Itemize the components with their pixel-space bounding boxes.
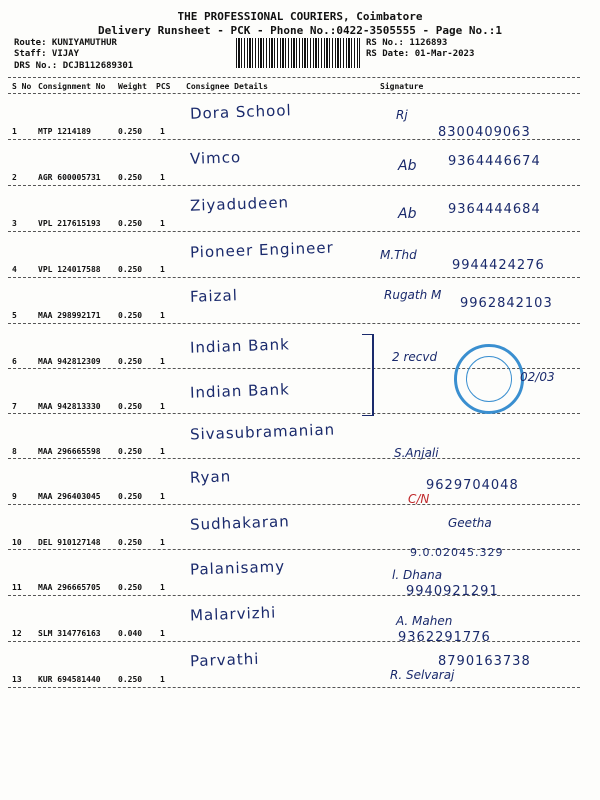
row-pcs: 1	[160, 629, 165, 638]
row-divider	[8, 323, 580, 324]
row-consignee: Malarvizhi	[189, 603, 277, 625]
row2-sign: Ab	[398, 158, 417, 174]
row-consignment-no: AGR 600005731	[38, 173, 101, 182]
row-phone: 9364446674	[448, 154, 541, 169]
rs-date-label: RS Date: 01-Mar-2023	[366, 49, 475, 59]
row-consignment-no: DEL 910127148	[38, 538, 101, 547]
row-pcs: 1	[160, 583, 165, 592]
row-phone: 9364444684	[448, 202, 541, 217]
row-weight: 0.250	[118, 402, 143, 411]
bracket-mark	[362, 334, 374, 416]
row-signature: S.Anjali	[394, 446, 439, 460]
row-consignment-no: MTP 1214189	[38, 127, 91, 136]
drs-label: DRS No.: DCJB112689301	[14, 61, 134, 71]
row-divider	[8, 277, 580, 278]
row10-phone: 9.0.02045.329	[410, 546, 504, 559]
row-consignee: Pioneer Engineer	[189, 238, 335, 262]
row-weight: 0.250	[118, 583, 143, 592]
row-weight: 0.250	[118, 173, 143, 182]
row-consignment-no: KUR 694581440	[38, 675, 101, 684]
col-weight: Weight	[118, 82, 147, 91]
row-consignment-no: SLM 314776163	[38, 629, 101, 638]
row-consignee: Indian Bank	[189, 335, 291, 357]
col-sno: S No	[12, 82, 32, 91]
row-sno: 10	[12, 538, 22, 547]
row-sno: 12	[12, 629, 22, 638]
row-signature: 2 recvd	[392, 350, 438, 364]
row-weight: 0.250	[118, 447, 143, 456]
row-sno: 5	[12, 311, 17, 320]
row-consignment-no: MAA 942812309	[38, 357, 101, 366]
row-phone: 8790163738	[438, 654, 531, 669]
row-sno: 6	[12, 357, 17, 366]
row-phone: 9362291776	[398, 630, 491, 645]
row-consignee: Ryan	[189, 467, 232, 487]
row-divider	[8, 687, 580, 688]
row-pcs: 1	[160, 173, 165, 182]
staff-label: Staff: VIJAY	[14, 49, 80, 59]
row-sno: 8	[12, 447, 17, 456]
row-consignee: Dora School	[189, 101, 292, 123]
row-consignee: Parvathi	[189, 649, 260, 671]
header-bottom-line	[8, 93, 580, 94]
col-consignment: Consignment No	[38, 82, 106, 91]
row-consignee: Ziyadudeen	[189, 193, 290, 215]
row-signature: A. Mahen	[396, 614, 453, 628]
row-signature: Rugath M	[384, 288, 442, 302]
row-sno: 7	[12, 402, 17, 411]
row-signature: l. Dhana	[392, 568, 443, 582]
row-sno: 13	[12, 675, 22, 684]
row-sno: 2	[12, 173, 17, 182]
col-consignee: Consignee Details	[186, 82, 268, 91]
route-label: Route: KUNIYAMUTHUR	[14, 38, 117, 48]
row-consignment-no: MAA 942813330	[38, 402, 101, 411]
row-divider	[8, 504, 580, 505]
row-pcs: 1	[160, 538, 165, 547]
row7-date: 02/03	[520, 370, 555, 384]
row-pcs: 1	[160, 219, 165, 228]
row-weight: 0.250	[118, 219, 143, 228]
row-divider	[8, 139, 580, 140]
row-consignment-no: MAA 296665598	[38, 447, 101, 456]
row-phone: 9629704048	[426, 478, 519, 493]
row-pcs: 1	[160, 402, 165, 411]
delivery-stamp	[454, 344, 524, 414]
row-divider	[8, 231, 580, 232]
row-weight: 0.250	[118, 311, 143, 320]
row-weight: 0.250	[118, 127, 143, 136]
row-divider	[8, 641, 580, 642]
row-weight: 0.250	[118, 357, 143, 366]
row-consignment-no: MAA 296665705	[38, 583, 101, 592]
row-sno: 3	[12, 219, 17, 228]
col-signature: Signature	[380, 82, 424, 91]
header-top-line	[8, 77, 580, 78]
row-pcs: 1	[160, 675, 165, 684]
row-pcs: 1	[160, 311, 165, 320]
row-consignee: Faizal	[189, 286, 239, 306]
row-sno: 1	[12, 127, 17, 136]
row9-note: C/N	[408, 492, 430, 506]
row-pcs: 1	[160, 357, 165, 366]
row-phone: 9944424276	[452, 258, 545, 273]
row-weight: 0.250	[118, 492, 143, 501]
row-consignment-no: MAA 298992171	[38, 311, 101, 320]
row-pcs: 1	[160, 447, 165, 456]
row-pcs: 1	[160, 127, 165, 136]
row-signature: Geetha	[448, 516, 492, 530]
rs-no-label: RS No.: 1126893	[366, 38, 448, 48]
row3-sign: Ab	[398, 206, 417, 222]
row-signature: M.Thd	[380, 248, 417, 262]
row-consignment-no: VPL 217615193	[38, 219, 101, 228]
row-consignee: Vimco	[189, 148, 242, 168]
row-sno: 9	[12, 492, 17, 501]
row-weight: 0.250	[118, 265, 143, 274]
row-consignment-no: MAA 296403045	[38, 492, 101, 501]
row-divider	[8, 595, 580, 596]
row-phone: 9962842103	[460, 296, 553, 311]
row-divider	[8, 185, 580, 186]
row-sno: 11	[12, 583, 22, 592]
row-weight: 0.250	[118, 675, 143, 684]
barcode	[236, 38, 360, 68]
row-consignee: Palanisamy	[189, 557, 286, 579]
row-sno: 4	[12, 265, 17, 274]
row-pcs: 1	[160, 492, 165, 501]
row-weight: 0.040	[118, 629, 143, 638]
col-pcs: PCS	[156, 82, 171, 91]
row-consignee: Sudhakaran	[189, 512, 291, 534]
row-weight: 0.250	[118, 538, 143, 547]
row-consignment-no: VPL 124017588	[38, 265, 101, 274]
row-signature: R. Selvaraj	[390, 668, 455, 682]
row-divider	[8, 458, 580, 459]
header-subtitle: Delivery Runsheet - PCK - Phone No.:0422-3505555 - Page No.:1	[98, 24, 502, 37]
header-title: THE PROFESSIONAL COURIERS, Coimbatore	[177, 10, 423, 23]
row-consignee: Indian Bank	[189, 380, 291, 402]
row-phone: 8300409063	[438, 125, 531, 140]
row-phone: 9940921291	[406, 584, 499, 599]
row-consignee: Sivasubramanian	[189, 420, 336, 444]
row-pcs: 1	[160, 265, 165, 274]
row-signature: Rj	[396, 108, 408, 122]
